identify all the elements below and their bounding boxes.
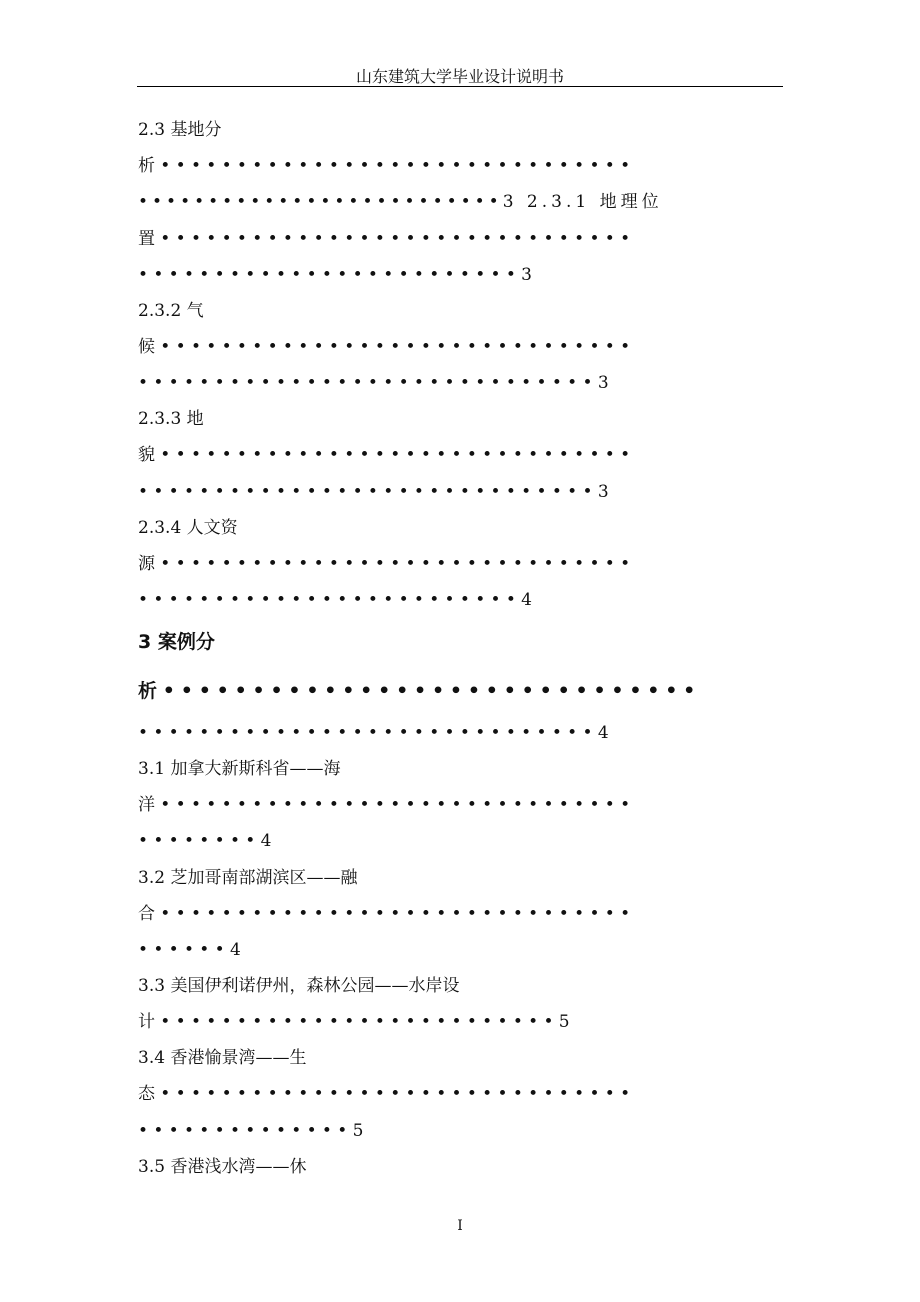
toc-line: ••••••••4 [138, 831, 277, 851]
toc-line: 洋••••••••••••••••••••••••••••••• [138, 795, 636, 815]
toc-line: •••••••••••••••••••••••••3 [138, 265, 538, 285]
toc-line: 合••••••••••••••••••••••••••••••• [138, 904, 636, 924]
toc-line: 3.4 香港愉景湾——生 [138, 1048, 307, 1068]
page-number: I [457, 1218, 463, 1234]
toc-chapter-line: 3 案例分 [138, 631, 215, 653]
toc-line: 2.3 基地分 [138, 120, 222, 140]
toc-line: 源••••••••••••••••••••••••••••••• [138, 554, 636, 574]
toc-chapter-line: 析•••••••••••••••••••••••••••••• [138, 680, 702, 702]
toc-line: 2.3.4 人文资 [138, 518, 238, 538]
toc-line: 候••••••••••••••••••••••••••••••• [138, 337, 636, 357]
toc-line: 态••••••••••••••••••••••••••••••• [138, 1084, 636, 1104]
header-rule [137, 86, 783, 87]
document-header-title: 山东建筑大学毕业设计说明书 [355, 67, 564, 86]
toc-line: ••••••••••••••••••••••••••••••4 [138, 723, 614, 743]
toc-line: ••••••4 [138, 940, 247, 960]
toc-line: 貌••••••••••••••••••••••••••••••• [138, 445, 636, 465]
toc-line: ••••••••••••••5 [138, 1121, 369, 1141]
toc-line: •••••••••••••••••••••••••4 [138, 590, 538, 610]
toc-line: ••••••••••••••••••••••••••3 2.3.1 地理位 [138, 192, 663, 212]
toc-line: ••••••••••••••••••••••••••••••3 [138, 373, 614, 393]
toc-line: 3.1 加拿大新斯科省——海 [138, 759, 341, 779]
toc-line: ••••••••••••••••••••••••••••••3 [138, 482, 614, 502]
toc-line: 2.3.2 气 [138, 301, 204, 321]
toc-line: 计••••••••••••••••••••••••••5 [138, 1012, 575, 1032]
toc-line: 2.3.3 地 [138, 409, 204, 429]
toc-line: 置••••••••••••••••••••••••••••••• [138, 229, 636, 249]
toc-line: 析••••••••••••••••••••••••••••••• [138, 156, 636, 176]
toc-line: 3.5 香港浅水湾——休 [138, 1157, 307, 1177]
toc-line: 3.3 美国伊利诺伊州，森林公园——水岸设 [138, 976, 460, 996]
toc-line: 3.2 芝加哥南部湖滨区——融 [138, 868, 358, 888]
